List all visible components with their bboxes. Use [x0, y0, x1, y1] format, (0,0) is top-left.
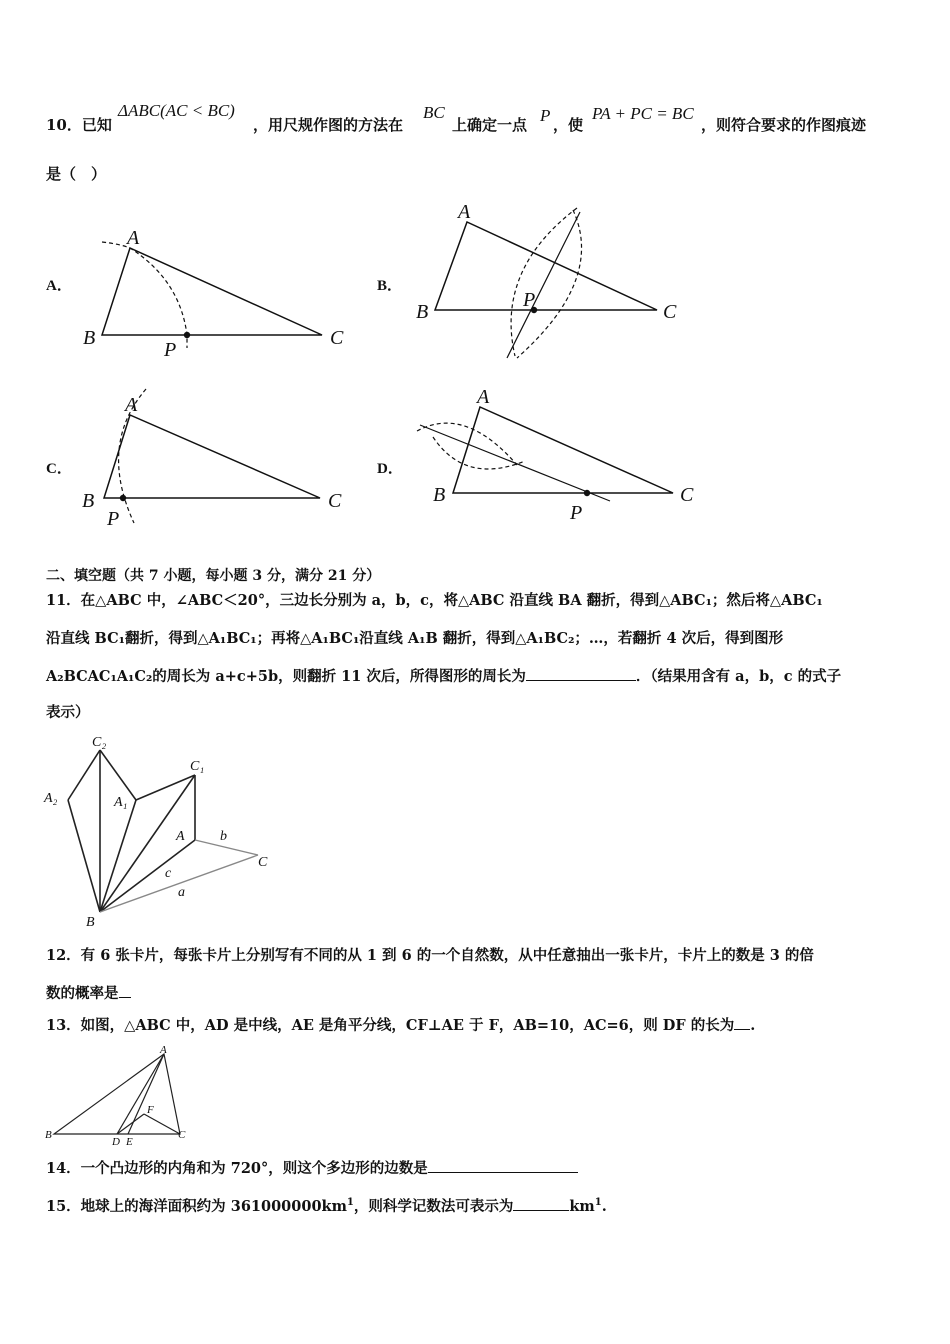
option-b-label: B． — [377, 278, 403, 294]
q10-text1: ，用尺规作图的方法在 — [253, 116, 404, 134]
q10-expr-eq: PA + PC = BC — [592, 104, 694, 123]
figure-option-a — [70, 220, 360, 365]
q10-number: 10． — [46, 116, 82, 134]
q10-line1 — [46, 115, 112, 135]
q14-answer-blank[interactable] — [428, 1158, 578, 1173]
q13-fig-d: D — [112, 1136, 120, 1148]
q13-fig-e: E — [126, 1136, 133, 1148]
q13-fig-f: F — [147, 1104, 154, 1116]
q12-line1: 12．有 6 张卡片，每张卡片上分别写有不同的从 1 到 6 的一个自然数，从中任意抽出一张卡片，卡片上的数是 3 的倍 — [46, 947, 814, 964]
q14-text: 14．一个凸边形的内角和为 720°，则这个多边形的边数是 — [46, 1160, 428, 1177]
figure-option-c — [70, 385, 360, 530]
q13-fig-a: A — [160, 1044, 167, 1056]
q13-text: 13．如图，△ABC 中，AD 是中线，AE 是角平分线，CF⊥AE 于 F，AB=10，AC=6，则 DF 的长为 — [46, 1017, 735, 1034]
q10-expr-triangle — [118, 101, 235, 121]
q11-fig-c: C — [258, 855, 268, 870]
q11-line3-b: ．（结果用含有 a，b，c 的式子 — [635, 668, 842, 685]
q11-line3 — [46, 666, 841, 687]
option-d-label: D． — [377, 461, 403, 477]
q11-fig-c1: C₁ — [190, 759, 205, 774]
fig-b-label-p: P — [523, 289, 536, 311]
fig-b-label-c: C — [663, 301, 677, 323]
q10-line2: 是（ ） — [46, 165, 107, 183]
q10-text3: ，使 — [553, 116, 584, 134]
q15-unit: km — [569, 1197, 595, 1215]
q13-fig-b: B — [45, 1129, 52, 1141]
q10-text2: 上确定一点 — [452, 116, 528, 134]
fig-d-label-c: C — [680, 484, 694, 506]
q15-text-a: 15．地球上的海洋面积约为 361000000km — [46, 1197, 347, 1215]
q10-expr-triangle-text: ΔABC(AC < BC) — [118, 101, 235, 120]
q12-answer-blank[interactable] — [119, 983, 131, 998]
q14-line — [46, 1158, 578, 1179]
fig-a-label-c: C — [330, 327, 344, 349]
q11-fig-b: b — [220, 829, 227, 844]
q11-line1: 11．在△ABC 中，∠ABC＜20°，三边长分别为 a，b，c，将△ABC 沿直线 BA 翻折，得到△ABC₁；然后将△ABC₁ — [46, 592, 823, 609]
q15-line — [46, 1193, 607, 1217]
q15-text-b: ，则科学记数法可表示为 — [353, 1197, 514, 1215]
q11-fig-a1: A₁ — [114, 795, 128, 810]
fig-b-label-a: A — [458, 201, 471, 223]
figure-q13 — [42, 1042, 202, 1152]
q15-sup-2: 1 — [594, 1197, 602, 1208]
q13-answer-blank[interactable] — [734, 1015, 750, 1030]
q13-period: . — [750, 1017, 756, 1034]
q10-text4: ，则符合要求的作图痕迹 — [701, 116, 867, 134]
q12-line2-text: 数的概率是 — [46, 985, 119, 1002]
fig-c-label-p: P — [107, 508, 120, 530]
q11-fig-b-vertex: B — [86, 915, 95, 930]
q13-fig-c: C — [178, 1129, 186, 1141]
q15-answer-blank[interactable] — [513, 1196, 569, 1211]
q10-expr-bc: BC — [423, 103, 445, 122]
q15-period: . — [601, 1197, 607, 1215]
figure-q11 — [40, 730, 280, 930]
fig-c-label-b: B — [82, 490, 95, 512]
fig-a-label-b: B — [83, 327, 96, 349]
q11-fig-c2: C₂ — [92, 735, 107, 750]
q11-fig-c-side: c — [165, 866, 172, 881]
fig-c-label-c: C — [328, 490, 342, 512]
q11-line4: 表示） — [46, 704, 90, 721]
figure-option-b — [405, 200, 695, 365]
q11-fig-a-side: a — [178, 885, 185, 900]
option-c-label: C． — [46, 461, 72, 477]
section-2-title: 二、填空题（共 7 小题，每小题 3 分，满分 21 分） — [46, 568, 381, 584]
fig-b-label-b: B — [416, 301, 429, 323]
q12-line2 — [46, 983, 131, 1004]
q11-fig-a2: A₂ — [44, 791, 58, 806]
q15-sup-1: 1 — [346, 1197, 354, 1208]
fig-c-label-a: A — [125, 394, 138, 416]
q11-answer-blank[interactable] — [526, 666, 636, 681]
fig-d-label-p: P — [570, 502, 583, 524]
option-a-label: A． — [46, 278, 72, 294]
q11-line3-a: A₂BCAC₁A₁C₂的周长为 a+c+5b，则翻折 11 次后，所得图形的周长为 — [46, 668, 526, 685]
figure-option-d — [405, 385, 705, 530]
q11-fig-a: A — [176, 829, 185, 844]
fig-d-label-b: B — [433, 484, 446, 506]
q10-expr-p: P — [540, 106, 551, 125]
fig-a-label-a: A — [127, 227, 140, 249]
fig-a-label-p: P — [164, 339, 177, 361]
q10-known: 已知 — [81, 116, 112, 134]
q11-line2: 沿直线 BC₁翻折，得到△A₁BC₁；再将△A₁BC₁沿直线 A₁B 翻折，得到△A₁BC₂；…，若翻折 4 次后，得到图形 — [46, 630, 784, 647]
q13-line1 — [46, 1015, 755, 1036]
fig-d-label-a: A — [477, 386, 490, 408]
